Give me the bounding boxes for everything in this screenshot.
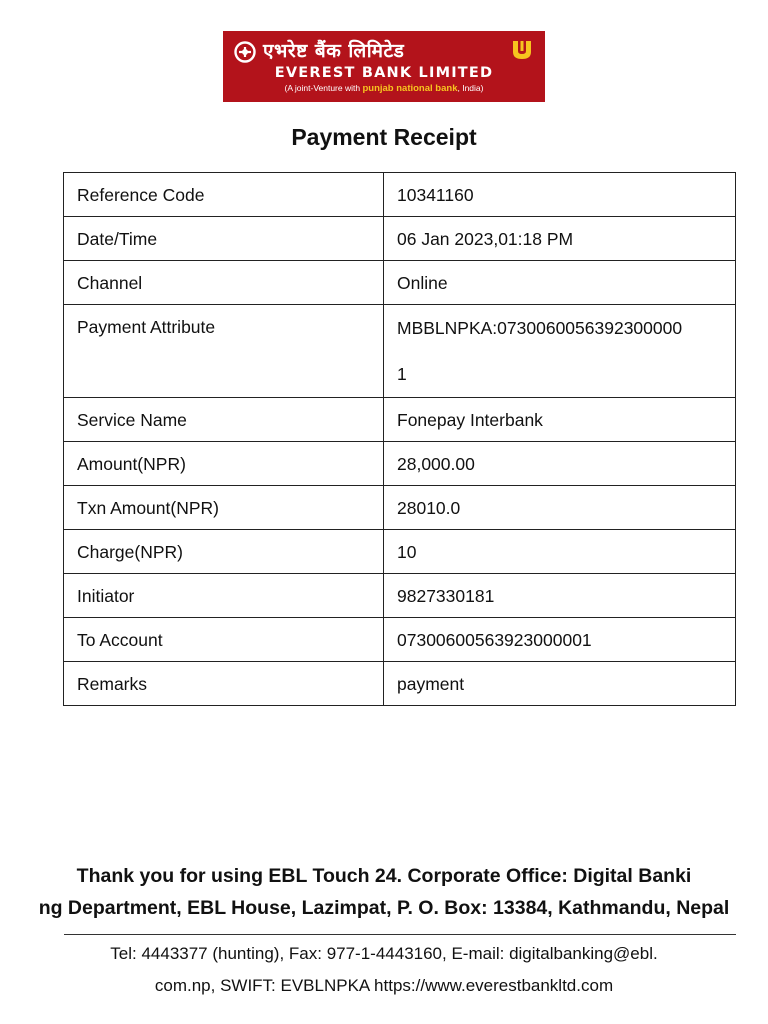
row-label: Remarks [64, 662, 384, 706]
footer-contact-line: com.np, SWIFT: EVBLNPKA https://www.everestbankltd.com [154, 976, 614, 995]
footer-thanks [0, 860, 768, 924]
bank-name-nepali: एभरेष्ट बैंक लिमिटेड [263, 40, 405, 62]
table-row [64, 173, 736, 217]
row-value: 28010.0 [384, 486, 736, 530]
row-value: Online [384, 261, 736, 305]
table-row [64, 398, 736, 442]
table-row [64, 305, 736, 398]
row-value-line: 1 [397, 364, 407, 384]
row-label: Charge(NPR) [64, 530, 384, 574]
table-row [64, 261, 736, 305]
table-row [64, 662, 736, 706]
row-value: 10 [384, 530, 736, 574]
row-value-line: MBBLNPKA:0730060056392300000 [397, 318, 683, 338]
table-row [64, 574, 736, 618]
row-value: 10341160 [384, 173, 736, 217]
bank-name-english: EVEREST BANK LIMITED [274, 65, 494, 81]
row-value: 07300600563923000001 [384, 618, 736, 662]
page-title: Payment Receipt [291, 124, 477, 150]
row-value: payment [384, 662, 736, 706]
table-row [64, 486, 736, 530]
tagline-partner: punjab national bank [362, 83, 458, 94]
row-label: Service Name [64, 398, 384, 442]
footer-contact-line: Tel: 4443377 (hunting), Fax: 977-1-4443160, E-mail: digitalbanking@ebl. [110, 944, 658, 963]
row-label: Payment Attribute [64, 305, 384, 398]
row-value: 06 Jan 2023,01:18 PM [384, 217, 736, 261]
tagline-suffix: , India) [457, 83, 484, 93]
row-label: Date/Time [64, 217, 384, 261]
footer-contact [0, 938, 768, 1002]
row-value [384, 305, 736, 398]
row-label: Reference Code [64, 173, 384, 217]
table-row [64, 217, 736, 261]
pnb-logo-icon [511, 39, 533, 61]
footer-thanks-line: ng Department, EBL House, Lazimpat, P. O. Box: 13384, Kathmandu, Nepal [38, 897, 730, 919]
footer-divider [64, 934, 736, 935]
row-label: Txn Amount(NPR) [64, 486, 384, 530]
row-label: To Account [64, 618, 384, 662]
row-label: Amount(NPR) [64, 442, 384, 486]
table-row [64, 618, 736, 662]
row-value: 9827330181 [384, 574, 736, 618]
row-value: 28,000.00 [384, 442, 736, 486]
footer-thanks-line: Thank you for using EBL Touch 24. Corporate Office: Digital Banki [76, 865, 692, 887]
table-row [64, 442, 736, 486]
bank-logo [223, 31, 545, 102]
row-label: Channel [64, 261, 384, 305]
bank-tagline [223, 82, 545, 95]
tagline-prefix: (A joint-Venture with [284, 83, 363, 93]
everest-bank-emblem-icon [234, 41, 256, 63]
table-row [64, 530, 736, 574]
receipt-details-table [63, 172, 736, 706]
row-label: Initiator [64, 574, 384, 618]
row-value: Fonepay Interbank [384, 398, 736, 442]
